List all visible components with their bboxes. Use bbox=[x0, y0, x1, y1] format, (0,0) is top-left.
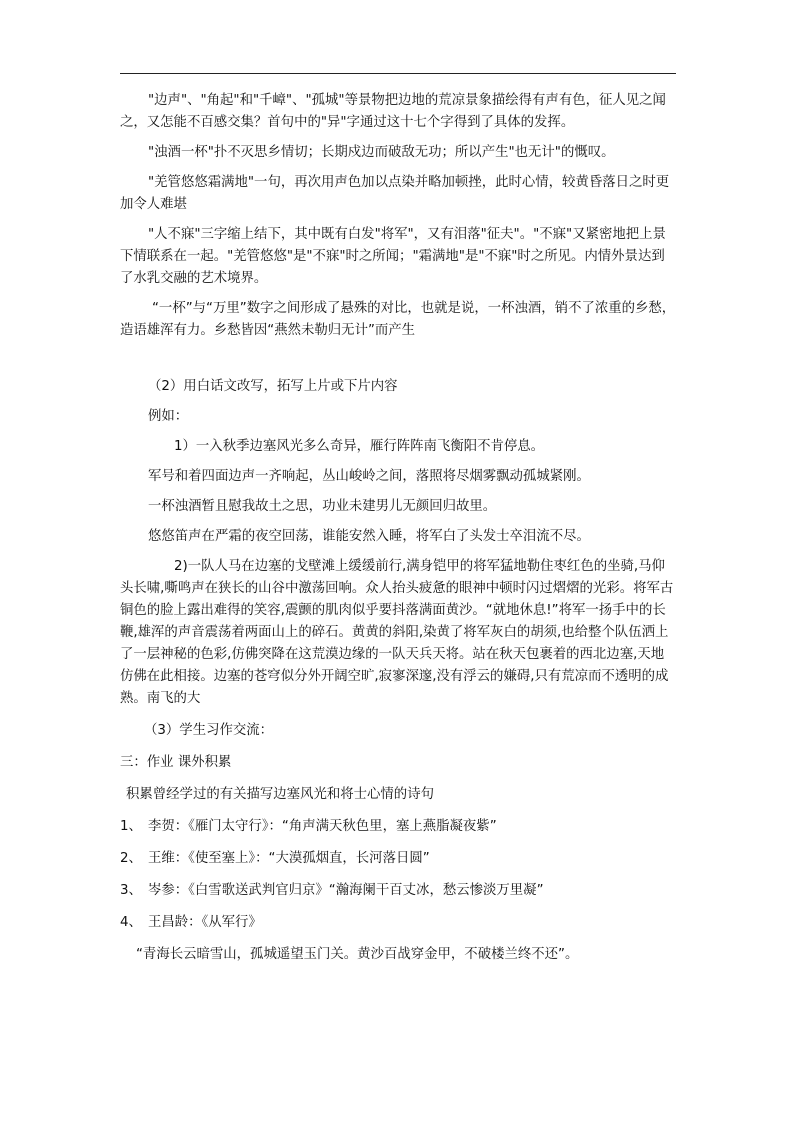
poem-item-1 bbox=[120, 816, 676, 838]
poem-text: 李贺：《雁门太守行》：“角声满天秋色里，塞上燕脂凝夜紫” bbox=[148, 819, 497, 834]
paragraph-3: "羌管悠悠霜满地"一句，再次用声色加以点染并略加顿挫，此时心情，较黄昏落日之时更加令人难堪 bbox=[120, 175, 670, 212]
example-2-paragraph: 2)一队人马在边塞的戈壁滩上缓缓前行,满身铠甲的将军猛地勒住枣红色的坐骑,马仰头长啸,嘶鸣声在狭长的山谷中激荡回响。众人抬头疲惫的眼神中顿时闪过熠熠的光彩。将军古铜色的脸上露出难得的笑容,震颤的肌肉似乎要抖落满面黄沙。“就地休息!”将军一扬手中的长鞭,雄浑的声音震荡着两面山上的碎石。黄黄的斜阳,染黄了将军灰白的胡须,也给整个队伍洒上了一层神秘的色彩,仿佛突降在这荒漠边缘的一队天兵天将。站在秋天包裹着的西北边塞,天地仿佛在此相接。边塞的苍穹似分外开阔空旷,寂寥深邃,没有浮云的嫌碍,只有荒凉而不透明的成熟。南飞的大 bbox=[120, 559, 674, 706]
poem-item-2 bbox=[120, 848, 676, 870]
poem-item-4 bbox=[120, 912, 676, 934]
example-label: 例如： bbox=[148, 409, 189, 424]
example-1-line-1: 1）一入秋季边塞风光多么奇异，雁行阵阵南飞衡阳不肯停息。 bbox=[174, 439, 545, 454]
paragraph-5: “一杯”与“万里”数字之间形成了悬殊的对比，也就是说，一杯浊酒，销不了浓重的乡愁，造语雄浑有力。乡愁皆因“燕然未勒归无计”而产生 bbox=[120, 301, 676, 338]
section-2-heading: （2）用白话文改写，拓写上片或下片内容 bbox=[148, 379, 398, 394]
paragraph-4: "人不寐"三字缩上结下，其中既有白发"将军"，又有泪落"征夫"。"不寐"又紧密地把上景下情联系在一起。"羌管悠悠"是"不寐"时之所闻；"霜满地"是"不寐"时之所见。内情外景达到了水乳交融的艺术境界。 bbox=[120, 227, 666, 286]
poem-number: 3、 bbox=[120, 883, 142, 898]
example-1-line-4: 悠悠笛声在严霜的夜空回荡，谁能安然入睡，将军白了头发士卒泪流不尽。 bbox=[148, 529, 590, 544]
section-3-heading: （3）学生习作交流： bbox=[144, 723, 274, 738]
header-rule bbox=[120, 73, 676, 74]
document-body bbox=[120, 90, 676, 966]
poem-number: 1、 bbox=[120, 819, 142, 834]
example-1-line-2: 军号和着四面边声一齐响起，丛山峻岭之间，落照将尽烟雾飘动孤城紧刚。 bbox=[148, 469, 590, 484]
paragraph-1: "边声"、"角起"和"千嶂"、"孤城"等景物把边地的荒凉景象描绘得有声有色，征人见之闻之，又怎能不百感交集？首句中的"异"字通过这十七个字得到了具体的发挥。 bbox=[120, 93, 666, 130]
example-1-line-3: 一杯浊酒暂且慰我故土之思，功业未建男儿无颜回归故里。 bbox=[148, 499, 497, 514]
poem-text: 王昌龄：《从军行》 bbox=[148, 915, 262, 930]
poem-number: 2、 bbox=[120, 851, 142, 866]
homework-intro: 积累曾经学过的有关描写边塞风光和将士心情的诗句 bbox=[126, 787, 434, 802]
poem-text: 岑参：《白雪歌送武判官归京》“瀚海阑干百丈冰，愁云惨淡万里凝” bbox=[148, 883, 544, 898]
poem-text: 王维：《使至塞上》：“大漠孤烟直，长河落日圆” bbox=[148, 851, 430, 866]
homework-heading: 三：作业 课外积累 bbox=[120, 755, 232, 770]
paragraph-2: "浊酒一杯"扑不灭思乡情切；长期戍边而破敌无功；所以产生"也无计"的慨叹。 bbox=[148, 145, 615, 160]
final-quote: “青海长云暗雪山，孤城遥望玉门关。黄沙百战穿金甲，不破楼兰终不还”。 bbox=[136, 947, 579, 962]
poem-number: 4、 bbox=[120, 915, 142, 930]
poem-item-3 bbox=[120, 880, 676, 902]
